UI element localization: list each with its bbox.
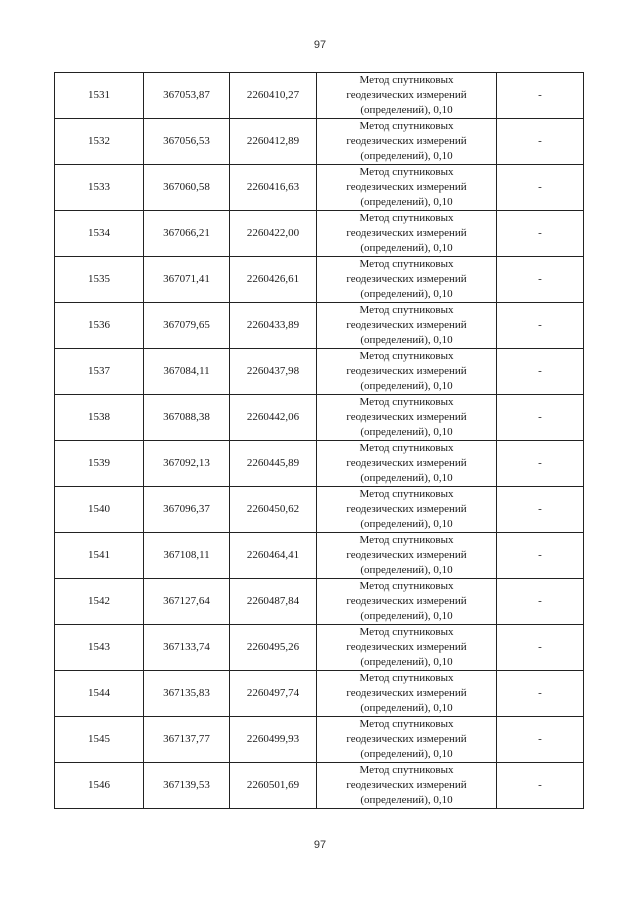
point-number-cell: 1532 [55, 119, 144, 165]
method-accuracy-cell [317, 671, 497, 717]
y-coordinate-cell: 2260495,26 [230, 625, 317, 671]
method-accuracy-cell [317, 395, 497, 441]
boundary-description-cell: - [497, 349, 584, 395]
table-row [55, 257, 584, 303]
table-row [55, 533, 584, 579]
method-accuracy-text: Метод спутниковых геодезических измерений (определений), 0,10 [346, 626, 467, 668]
coordinates-table-body [55, 73, 584, 809]
method-accuracy-cell [317, 441, 497, 487]
y-coordinate-cell: 2260433,89 [230, 303, 317, 349]
table-row [55, 165, 584, 211]
boundary-description-cell: - [497, 625, 584, 671]
method-accuracy-text: Метод спутниковых геодезических измерений (определений), 0,10 [346, 718, 467, 760]
method-accuracy-cell [317, 165, 497, 211]
method-accuracy-text: Метод спутниковых геодезических измерений (определений), 0,10 [346, 212, 467, 254]
y-coordinate-cell: 2260442,06 [230, 395, 317, 441]
boundary-description-cell: - [497, 533, 584, 579]
y-coordinate-cell: 2260497,74 [230, 671, 317, 717]
table-row [55, 763, 584, 809]
boundary-description-cell: - [497, 487, 584, 533]
method-accuracy-cell [317, 349, 497, 395]
method-accuracy-text: Метод спутниковых геодезических измерений (определений), 0,10 [346, 304, 467, 346]
method-accuracy-text: Метод спутниковых геодезических измерений (определений), 0,10 [346, 534, 467, 576]
x-coordinate-cell: 367127,64 [144, 579, 230, 625]
x-coordinate-cell: 367053,87 [144, 73, 230, 119]
point-number-cell: 1545 [55, 717, 144, 763]
method-accuracy-cell [317, 303, 497, 349]
x-coordinate-cell: 367108,11 [144, 533, 230, 579]
boundary-description-cell: - [497, 671, 584, 717]
y-coordinate-cell: 2260445,89 [230, 441, 317, 487]
x-coordinate-cell: 367088,38 [144, 395, 230, 441]
x-coordinate-cell: 367096,37 [144, 487, 230, 533]
x-coordinate-cell: 367056,53 [144, 119, 230, 165]
boundary-description-cell: - [497, 763, 584, 809]
point-number-cell: 1533 [55, 165, 144, 211]
x-coordinate-cell: 367060,58 [144, 165, 230, 211]
boundary-description-cell: - [497, 395, 584, 441]
boundary-description-cell: - [497, 257, 584, 303]
method-accuracy-text: Метод спутниковых геодезических измерений (определений), 0,10 [346, 442, 467, 484]
boundary-description-cell: - [497, 73, 584, 119]
point-number-cell: 1537 [55, 349, 144, 395]
method-accuracy-cell [317, 487, 497, 533]
method-accuracy-cell [317, 73, 497, 119]
boundary-description-cell: - [497, 441, 584, 487]
method-accuracy-text: Метод спутниковых геодезических измерений (определений), 0,10 [346, 488, 467, 530]
point-number-cell: 1546 [55, 763, 144, 809]
method-accuracy-text: Метод спутниковых геодезических измерений (определений), 0,10 [346, 350, 467, 392]
y-coordinate-cell: 2260499,93 [230, 717, 317, 763]
y-coordinate-cell: 2260464,41 [230, 533, 317, 579]
point-number-cell: 1542 [55, 579, 144, 625]
y-coordinate-cell: 2260437,98 [230, 349, 317, 395]
x-coordinate-cell: 367092,13 [144, 441, 230, 487]
method-accuracy-cell [317, 717, 497, 763]
point-number-cell: 1534 [55, 211, 144, 257]
y-coordinate-cell: 2260487,84 [230, 579, 317, 625]
table-row [55, 395, 584, 441]
table-row [55, 73, 584, 119]
boundary-description-cell: - [497, 165, 584, 211]
method-accuracy-cell [317, 257, 497, 303]
table-row [55, 671, 584, 717]
page-number-bottom: 97 [313, 839, 327, 851]
x-coordinate-cell: 367071,41 [144, 257, 230, 303]
table-row [55, 303, 584, 349]
table-row [55, 211, 584, 257]
x-coordinate-cell: 367135,83 [144, 671, 230, 717]
point-number-cell: 1535 [55, 257, 144, 303]
method-accuracy-text: Метод спутниковых геодезических измерений (определений), 0,10 [346, 120, 467, 162]
x-coordinate-cell: 367133,74 [144, 625, 230, 671]
y-coordinate-cell: 2260416,63 [230, 165, 317, 211]
x-coordinate-cell: 367079,65 [144, 303, 230, 349]
boundary-description-cell: - [497, 303, 584, 349]
method-accuracy-cell [317, 625, 497, 671]
method-accuracy-text: Метод спутниковых геодезических измерений (определений), 0,10 [346, 764, 467, 806]
method-accuracy-text: Метод спутниковых геодезических измерений (определений), 0,10 [346, 258, 467, 300]
page-number-top: 97 [313, 39, 327, 51]
method-accuracy-cell [317, 119, 497, 165]
table-row [55, 625, 584, 671]
y-coordinate-cell: 2260501,69 [230, 763, 317, 809]
table-row [55, 441, 584, 487]
x-coordinate-cell: 367066,21 [144, 211, 230, 257]
point-number-cell: 1544 [55, 671, 144, 717]
y-coordinate-cell: 2260422,00 [230, 211, 317, 257]
y-coordinate-cell: 2260450,62 [230, 487, 317, 533]
point-number-cell: 1540 [55, 487, 144, 533]
point-number-cell: 1539 [55, 441, 144, 487]
boundary-description-cell: - [497, 119, 584, 165]
method-accuracy-text: Метод спутниковых геодезических измерений (определений), 0,10 [346, 166, 467, 208]
point-number-cell: 1538 [55, 395, 144, 441]
method-accuracy-cell [317, 579, 497, 625]
y-coordinate-cell: 2260412,89 [230, 119, 317, 165]
method-accuracy-cell [317, 211, 497, 257]
point-number-cell: 1536 [55, 303, 144, 349]
method-accuracy-text: Метод спутниковых геодезических измерений (определений), 0,10 [346, 672, 467, 714]
method-accuracy-text: Метод спутниковых геодезических измерений (определений), 0,10 [346, 396, 467, 438]
y-coordinate-cell: 2260426,61 [230, 257, 317, 303]
method-accuracy-text: Метод спутниковых геодезических измерений (определений), 0,10 [346, 74, 467, 116]
x-coordinate-cell: 367139,53 [144, 763, 230, 809]
boundary-description-cell: - [497, 579, 584, 625]
method-accuracy-cell [317, 533, 497, 579]
table-row [55, 119, 584, 165]
table-row [55, 717, 584, 763]
x-coordinate-cell: 367084,11 [144, 349, 230, 395]
point-number-cell: 1543 [55, 625, 144, 671]
table-row [55, 579, 584, 625]
method-accuracy-text: Метод спутниковых геодезических измерений (определений), 0,10 [346, 580, 467, 622]
coordinates-table [54, 72, 584, 809]
point-number-cell: 1541 [55, 533, 144, 579]
y-coordinate-cell: 2260410,27 [230, 73, 317, 119]
table-row [55, 349, 584, 395]
boundary-description-cell: - [497, 211, 584, 257]
point-number-cell: 1531 [55, 73, 144, 119]
x-coordinate-cell: 367137,77 [144, 717, 230, 763]
boundary-description-cell: - [497, 717, 584, 763]
method-accuracy-cell [317, 763, 497, 809]
table-row [55, 487, 584, 533]
